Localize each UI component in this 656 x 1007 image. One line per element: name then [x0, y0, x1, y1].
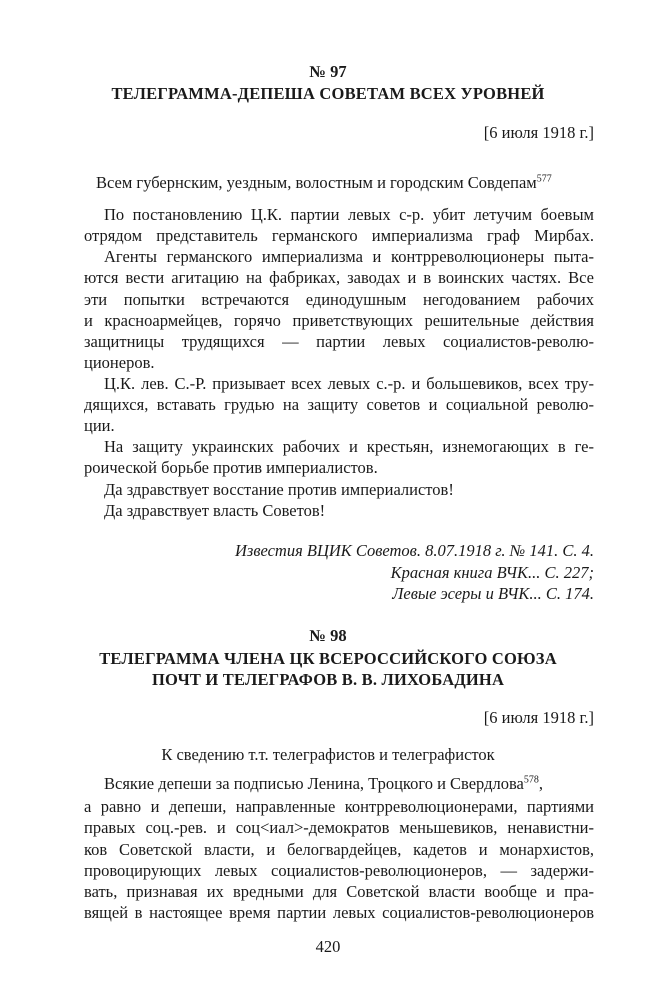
doc97-line: ционеров.	[84, 353, 155, 372]
doc98-line: вящей в настоящее время партии левых социалистов-революционеров	[84, 903, 594, 922]
doc97-line: ются вести агитацию на фабриках, заводах и в воинских частях. Все	[84, 268, 594, 287]
doc98-number: № 98	[309, 626, 347, 645]
doc98-first-line-note: 578	[523, 774, 539, 786]
doc97-line: ции.	[84, 416, 115, 435]
doc98-line: ков Советской власти, и белогвардейцев, кадетов и монархистов,	[84, 840, 594, 859]
doc98-line: а равно и депеши, направленные контрреволюционерами, партиями	[84, 797, 594, 816]
doc98-title-line2: ПОЧТ И ТЕЛЕГРАФОВ В. В. ЛИХОБАДИНА	[151, 670, 505, 689]
doc97-line: Да здравствует восстание против империалистов!	[104, 480, 454, 499]
doc97-number: № 97	[309, 62, 347, 81]
doc98-line: правых соц.-рев. и соц<иал>-демократов меньшевиков, ненавистни-	[84, 818, 594, 837]
doc98-first-line	[104, 774, 543, 794]
doc97-line: защитницы трудящихся — партии левых социалистов-револю-	[84, 332, 594, 351]
doc97-line: Да здравствует власть Советов!	[104, 501, 326, 520]
doc97-line: По постановлению Ц.К. партии левых с-р. убит летучим боевым	[104, 205, 594, 224]
doc97-source: Левые эсеры и ВЧК... С. 174.	[392, 584, 594, 603]
doc97-date: [6 июля 1918 г.]	[483, 123, 594, 142]
doc98-date: [6 июля 1918 г.]	[483, 708, 594, 727]
doc97-line: роической борьбе против империалистов.	[84, 458, 378, 477]
doc98-title-line1: ТЕЛЕГРАММА ЧЛЕНА ЦК ВСЕРОССИЙСКОГО СОЮЗА	[99, 649, 557, 668]
doc97-line: На защиту украинских рабочих и крестьян, изнемогающих в ге-	[104, 437, 594, 456]
doc98-line: вать, признавая их вредными для Советской власти вообще и пра-	[84, 882, 594, 901]
doc97-address-text: Всем губернским, уездным, волостным и городским Совдепам	[96, 173, 537, 192]
doc97-source: Красная книга ВЧК... С. 227;	[390, 563, 594, 582]
doc97-line: и красноармейцев, горячо приветствующих решительные действия	[84, 311, 594, 330]
doc97-line: дящихся, вставать грудью на защиту советов и социальной револю-	[84, 395, 594, 414]
doc97-source: Известия ВЦИК Советов. 8.07.1918 г. № 141. С. 4.	[234, 541, 594, 560]
doc97-address-note: 577	[536, 173, 552, 185]
doc97-line: эти попытки встречаются единодушным негодованием рабочих	[84, 290, 594, 309]
doc98-first-line-end: ,	[538, 774, 543, 793]
doc98-address: К сведению т.т. телеграфистов и телеграфисток	[161, 745, 495, 764]
doc97-line: отрядом представитель германского империализма граф Мирбах.	[84, 226, 594, 245]
page-number: 420	[315, 937, 341, 956]
doc97-line: Ц.К. лев. С.-Р. призывает всех левых с.-р. и большевиков, всех тру-	[104, 374, 594, 393]
doc98-line: провоцирующих левых социалистов-революционеров, — задержи-	[84, 861, 594, 880]
doc98-first-line-text: Всякие депеши за подписью Ленина, Троцкого и Свердлова	[104, 774, 524, 793]
doc97-address	[96, 173, 552, 193]
doc97-title: ТЕЛЕГРАММА-ДЕПЕША СОВЕТАМ ВСЕХ УРОВНЕЙ	[111, 84, 545, 103]
doc97-line: Агенты германского империализма и контрреволюционеры пыта-	[104, 247, 594, 266]
